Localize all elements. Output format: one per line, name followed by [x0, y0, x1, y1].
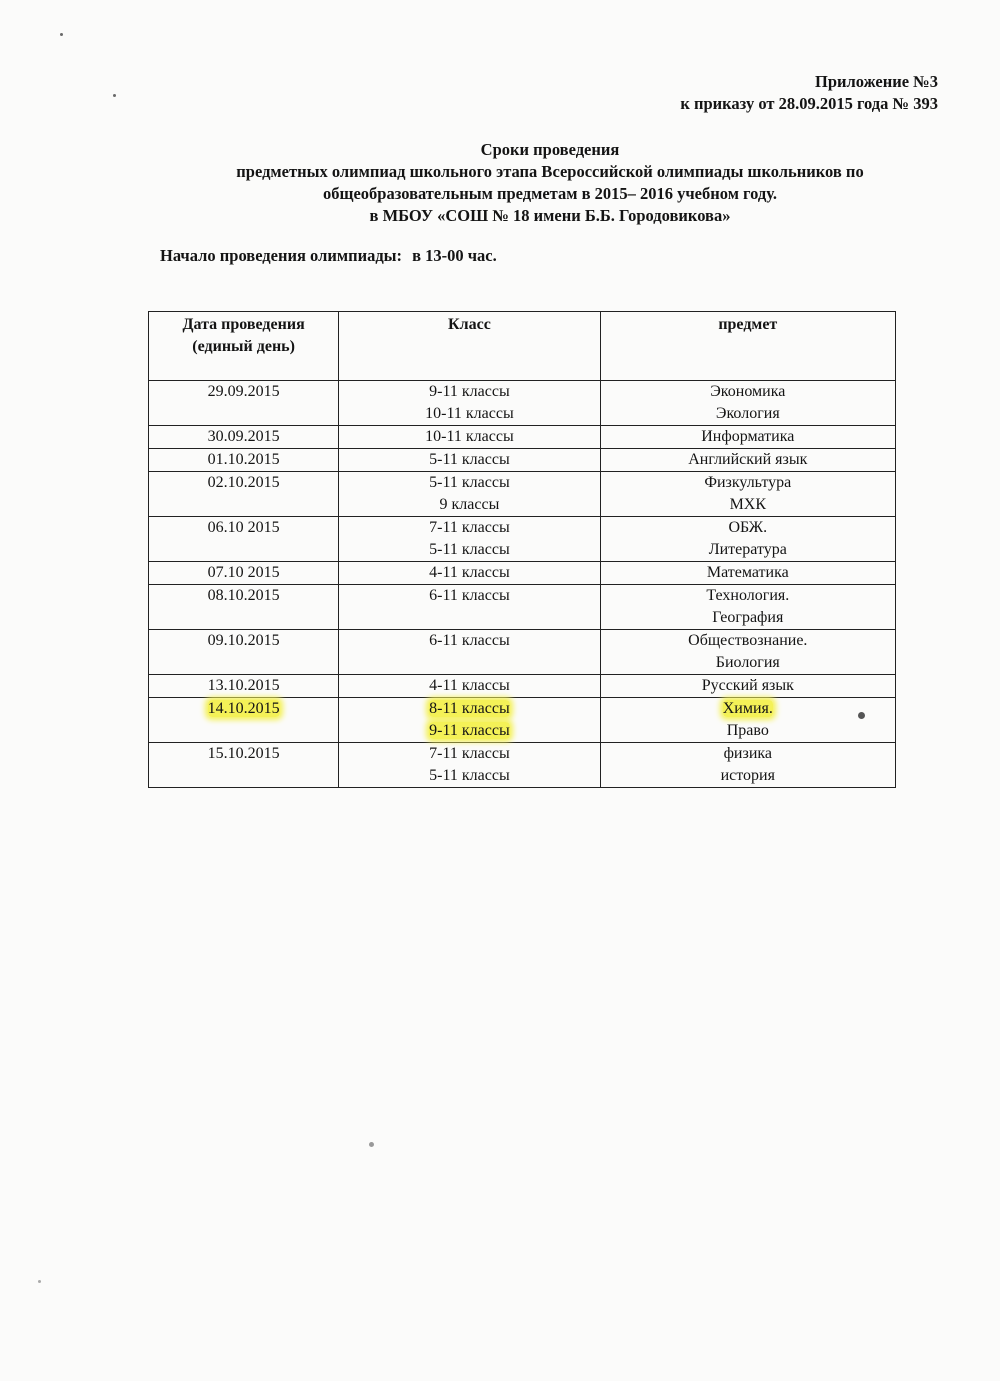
- class-cell: [339, 743, 600, 788]
- table-row: [149, 449, 896, 472]
- subject-cell: [600, 698, 895, 743]
- class-cell: [339, 630, 600, 675]
- class-cell-text: 5-11 классы: [429, 541, 510, 558]
- subject-cell: [600, 426, 895, 449]
- subject-cell-text: Русский язык: [701, 677, 794, 694]
- date-cell: [149, 449, 339, 472]
- class-cell: [339, 472, 600, 517]
- title-line: Сроки проведения: [480, 140, 620, 159]
- class-cell-text: 9-11 классы: [429, 383, 510, 400]
- class-cell-text: [343, 720, 595, 742]
- table-row: [149, 517, 896, 562]
- start-time: [160, 246, 497, 266]
- class-cell-text: [343, 698, 595, 720]
- highlighted-text: 8-11 классы: [429, 700, 510, 717]
- scan-speck: [113, 94, 116, 97]
- header-class: Класс: [339, 312, 600, 381]
- class-cell: [339, 426, 600, 449]
- table-header-row: [149, 312, 896, 381]
- class-cell-text: 10-11 классы: [425, 405, 514, 422]
- date-cell: [149, 743, 339, 788]
- date-cell-text: 15.10.2015: [207, 745, 280, 762]
- date-cell: [149, 698, 339, 743]
- subject-cell-text: Английский язык: [688, 451, 808, 468]
- order-reference: к приказу от 28.09.2015 года № 393: [680, 94, 938, 113]
- table-row: [149, 562, 896, 585]
- date-cell: [149, 630, 339, 675]
- table-row: [149, 472, 896, 517]
- date-cell-text: 30.09.2015: [207, 428, 280, 445]
- subject-cell: [600, 449, 895, 472]
- class-cell: [339, 517, 600, 562]
- date-cell-text: 09.10.2015: [207, 632, 280, 649]
- document-title: [100, 139, 1000, 227]
- class-cell-text: 10-11 классы: [425, 428, 514, 445]
- schedule-table: [148, 311, 896, 788]
- date-cell: [149, 472, 339, 517]
- class-cell-text: 5-11 классы: [429, 474, 510, 491]
- class-cell-text: 6-11 классы: [429, 632, 510, 649]
- class-cell: [339, 562, 600, 585]
- subject-cell-text: МХК: [729, 496, 767, 513]
- subject-cell: [600, 675, 895, 698]
- subject-cell: [600, 517, 895, 562]
- table-row: [149, 743, 896, 788]
- class-cell-text: 4-11 классы: [429, 677, 510, 694]
- class-cell-text: 7-11 классы: [429, 519, 510, 536]
- subject-cell-text: Физкультура: [704, 474, 792, 491]
- table-row: [149, 675, 896, 698]
- title-line: в МБОУ «СОШ № 18 имени Б.Б. Городовикова»: [369, 206, 731, 225]
- title-line: общеобразовательным предметам в 2015– 2016 учебном году.: [323, 184, 777, 203]
- subject-cell-text: Биология: [715, 654, 780, 671]
- table-row: [149, 630, 896, 675]
- class-cell: [339, 698, 600, 743]
- subject-cell: [600, 585, 895, 630]
- scan-speck: [38, 1280, 41, 1283]
- highlighted-text: 14.10.2015: [207, 700, 280, 717]
- subject-cell: [600, 630, 895, 675]
- subject-cell: [600, 472, 895, 517]
- class-cell-text: 5-11 классы: [429, 451, 510, 468]
- class-cell: [339, 449, 600, 472]
- class-cell-text: 7-11 классы: [429, 745, 510, 762]
- subject-cell-text: [605, 698, 891, 720]
- class-cell: [339, 381, 600, 426]
- class-cell: [339, 675, 600, 698]
- subject-cell: [600, 381, 895, 426]
- class-cell: [339, 585, 600, 630]
- header-date: Дата проведения (единый день): [149, 312, 339, 381]
- highlighted-text: Химия.: [722, 700, 773, 717]
- scan-speck: [369, 1142, 374, 1147]
- date-cell: [149, 381, 339, 426]
- date-cell-text: 01.10.2015: [207, 451, 280, 468]
- scan-speck: [60, 33, 63, 36]
- appendix-number: Приложение №3: [815, 72, 938, 91]
- date-cell: [149, 517, 339, 562]
- class-cell-text: 9 классы: [439, 496, 500, 513]
- subject-cell-text: физика: [723, 745, 773, 762]
- table-row: [149, 585, 896, 630]
- appendix-reference: [680, 71, 938, 115]
- date-cell: [149, 562, 339, 585]
- class-cell-text: 6-11 классы: [429, 587, 510, 604]
- subject-cell-text: ОБЖ.: [728, 519, 768, 536]
- subject-cell: [600, 562, 895, 585]
- table-row: [149, 381, 896, 426]
- highlighted-text: 9-11 классы: [429, 722, 510, 739]
- subject-cell-text: Литература: [708, 541, 787, 558]
- subject-cell-text: Обществознание.: [688, 632, 808, 649]
- start-time-value: в 13-00 час.: [412, 246, 497, 265]
- date-cell-text: 08.10.2015: [207, 587, 280, 604]
- table-row: [149, 698, 896, 743]
- date-cell-text: 13.10.2015: [207, 677, 280, 694]
- start-time-label: Начало проведения олимпиады:: [160, 246, 403, 265]
- date-cell-text: 02.10.2015: [207, 474, 280, 491]
- class-cell-text: 4-11 классы: [429, 564, 510, 581]
- date-cell-text: 29.09.2015: [207, 383, 280, 400]
- subject-cell-text: Математика: [706, 564, 789, 581]
- date-cell: [149, 585, 339, 630]
- date-cell: [149, 426, 339, 449]
- date-cell-text: 06.10 2015: [207, 519, 280, 536]
- header-subject: предмет: [600, 312, 895, 381]
- subject-cell-text: География: [712, 609, 784, 626]
- subject-cell-text: Экология: [715, 405, 780, 422]
- date-cell-text: 07.10 2015: [207, 564, 280, 581]
- date-cell: [149, 675, 339, 698]
- date-cell-text: [153, 698, 334, 720]
- subject-cell: [600, 743, 895, 788]
- subject-cell-text: Право: [726, 722, 769, 739]
- subject-cell-text: Информатика: [701, 428, 795, 445]
- class-cell-text: 5-11 классы: [429, 767, 510, 784]
- subject-cell-text: история: [720, 767, 775, 784]
- title-line: предметных олимпиад школьного этапа Всероссийской олимпиады школьников по: [236, 162, 864, 181]
- subject-cell-text: Экономика: [710, 383, 786, 400]
- subject-cell-text: Технология.: [706, 587, 790, 604]
- table-row: [149, 426, 896, 449]
